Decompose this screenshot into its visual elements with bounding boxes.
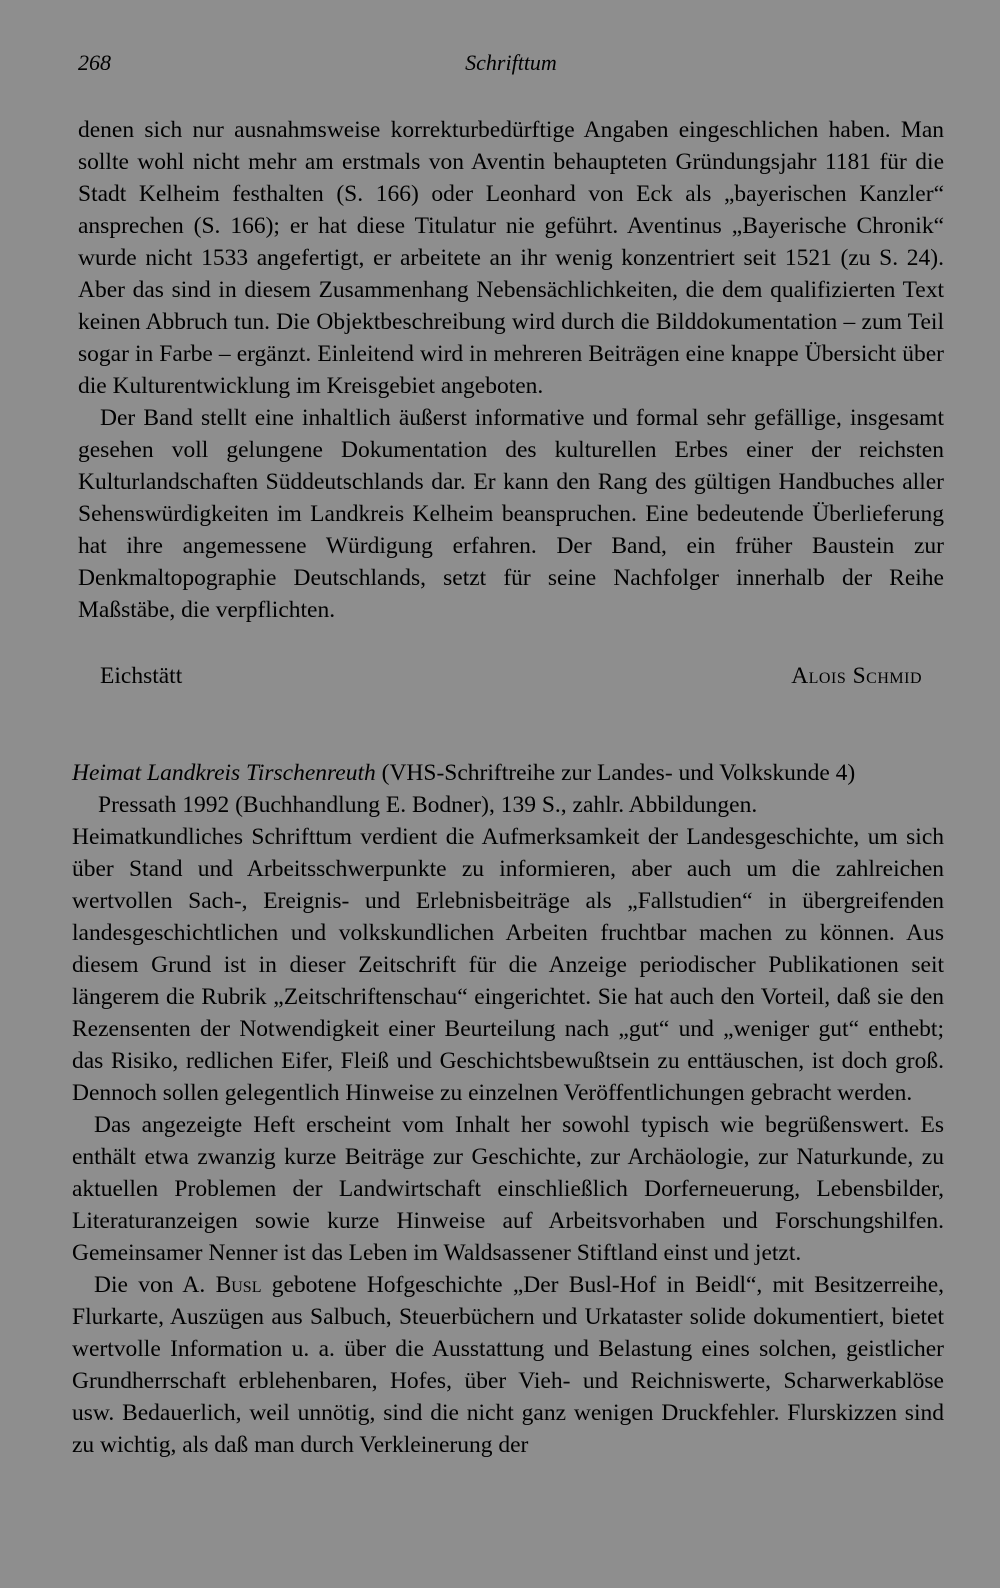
bibliographic-entry: [72, 757, 944, 789]
review-tirschenreuth: [72, 757, 944, 1461]
paragraph: denen sich nur ausnahmsweise korrekturbedürftige Angaben eingeschlichen haben. Man sollte wohl nicht mehr am erstmals von Aventin behaupteten Gründungsjahr 1181 für die Stadt Kelheim festhalten (S. 166) oder Leonhard von Eck als „bayerischen Kanzler“ ansprechen (S. 166); er hat diese Titulatur nie geführt. Aventinus „Bayerische Chronik“ wurde nicht 1533 angefertigt, er arbeitete an ihr wenig konzentriert seit 1521 (zu S. 24). Aber das sind in diesem Zusammenhang Nebensächlichkeiten, die dem qualifizierten Text keinen Abbruch tun. Die Objektbeschreibung wird durch die Bilddokumentation – zum Teil sogar in Farbe – ergänzt. Einleitend wird in mehreren Beiträgen eine knappe Übersicht über die Kulturentwicklung im Kreisgebiet angeboten.: [78, 117, 944, 399]
paragraph: Das angezeigte Heft erscheint vom Inhalt her sowohl typisch wie begrüßenswert. Es enthält etwa zwanzig kurze Beiträge zur Geschichte, zur Archäologie, zur Naturkunde, zu aktuellen Problemen der Landwirtschaft einschließlich Dorferneuerung, Lebensbilder, Literaturanzeigen sowie kurze Hinweise auf Arbeitsvorhaben und Forschungshilfen. Gemeinsamer Nenner ist das Leben im Waldsassener Stiftland einst und jetzt.: [72, 1112, 944, 1266]
signature-place: Eichstätt: [100, 663, 183, 689]
paragraph: [72, 1269, 944, 1461]
review-signature: [100, 660, 922, 692]
running-title: Schrifttum: [465, 50, 557, 75]
book-imprint: Pressath 1992 (Buchhandlung E. Bodner), 139 S., zahlr. Abbildungen.: [98, 792, 758, 818]
paragraph-text: gebotene Hofgeschichte „Der Busl-Hof in Beidl“, mit Besitzerreihe, Flurkarte, Auszügen aus Salbuch, Steuerbüchern und Urkataster solide dokumentiert, bietet wertvolle Information u. a. über die Ausstattung und Belastung eines solchen, geistlicher Grundherrschaft erblehenbaren, Hofes, über Vieh- und Reichniswerte, Scharwerkablöse usw. Bedauerlich, weil unnötig, sind die nicht ganz wenigen Druckfehler. Flurskizzen sind zu wichtig, als daß man durch Verkleinerung der: [72, 1272, 945, 1458]
page-number: 268: [78, 50, 111, 75]
book-series: (VHS-Schriftreihe zur Landes- und Volkskunde 4): [375, 760, 856, 786]
paragraph: Der Band stellt eine inhaltlich äußerst informative und formal sehr gefällige, insgesamt gesehen voll gelungene Dokumentation des kulturellen Erbes einer der reichsten Kulturlandschaften Süddeutschlands dar. Er kann den Rang des gültigen Handbuches aller Sehenswürdigkeiten im Landkreis Kelheim beanspruchen. Eine bedeutende Überlieferung hat ihre angemessene Würdigung erfahren. Der Band, ein früher Baustein zur Denkmaltopographie Deutschlands, setzt für seine Nachfolger innerhalb der Reihe Maßstäbe, die verpflichten.: [78, 405, 944, 623]
review-kelheim-continued: [78, 114, 944, 626]
signature-author: Alois Schmid: [791, 663, 922, 689]
author-name: Busl: [215, 1272, 262, 1298]
paragraph: Heimatkundliches Schrifttum verdient die Aufmerksamkeit der Landesgeschichte, um sich über Stand und Arbeitsschwerpunkte zu informieren, aber auch um die zahlreichen wertvollen Sach-, Ereignis- und Erlebnisbeiträge als „Fallstudien“ in übergreifenden landesgeschichtlichen und volkskundlichen Arbeiten fruchtbar machen zu können. Aus diesem Grund ist in dieser Zeitschrift für die Anzeige periodischer Publikationen seit längerem die Rubrik „Zeitschriftenschau“ eingerichtet. Sie hat auch den Vorteil, daß sie den Rezensenten der Notwendigkeit einer Beurteilung nach „gut“ und „weniger gut“ enthebt; das Risiko, redlichen Eifer, Fleiß und Geschichtsbewußtsein zu enttäuschen, ist doch groß. Dennoch sollen gelegentlich Hinweise zu einzelnen Veröffentlichungen gebracht werden.: [72, 824, 944, 1106]
book-title: Heimat Landkreis Tirschenreuth: [72, 760, 376, 786]
paragraph-text: Die von A.: [94, 1272, 216, 1298]
page-header: [78, 50, 944, 80]
